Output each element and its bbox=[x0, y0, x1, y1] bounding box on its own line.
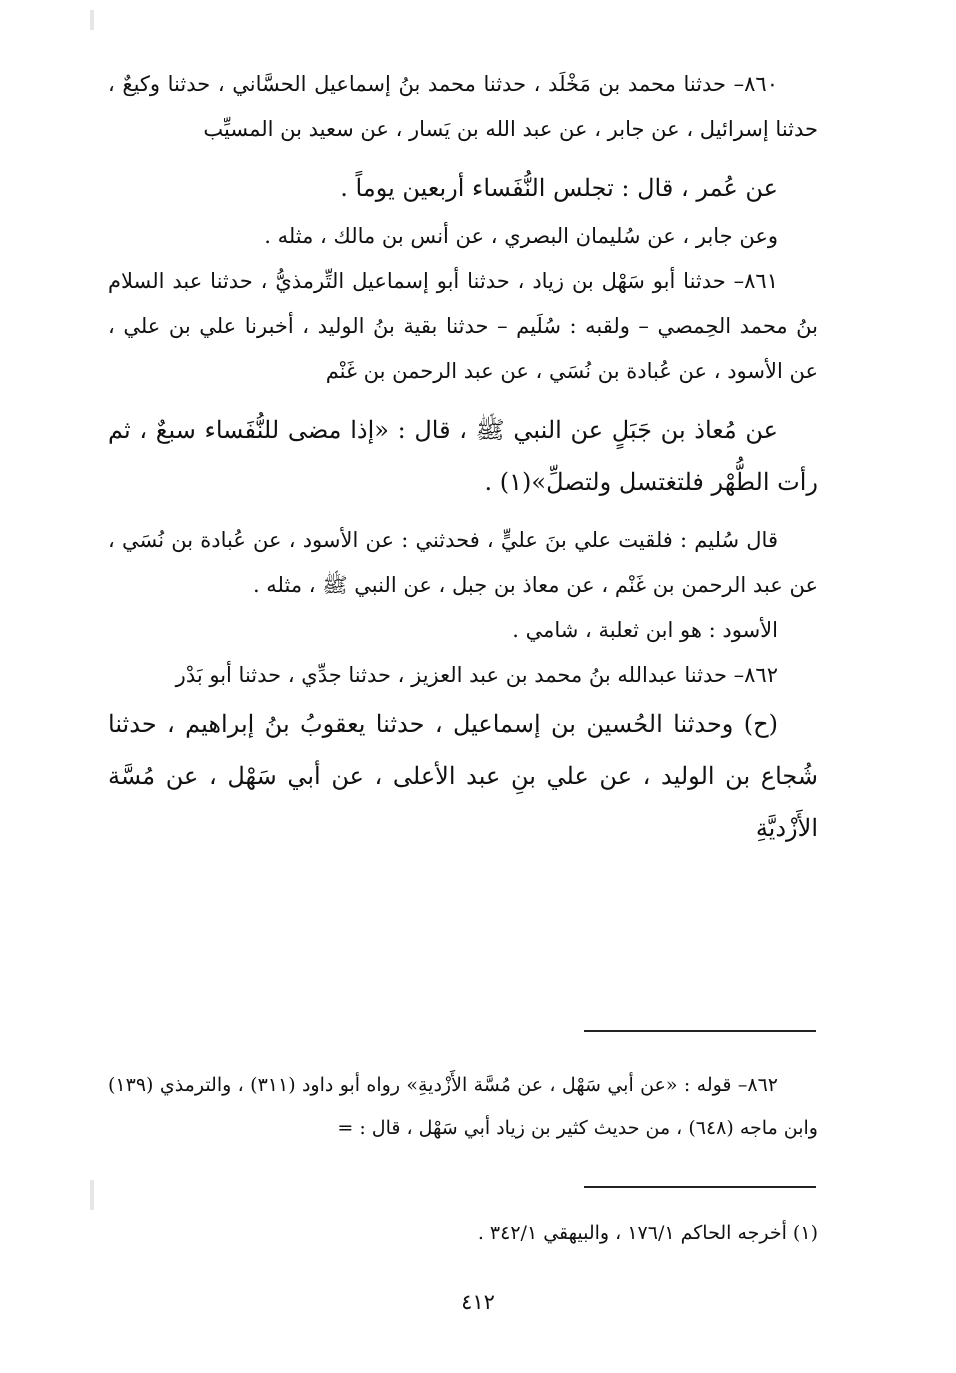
hadith-861-comment: الأسود : هو ابن ثعلبة ، شامي . bbox=[512, 618, 778, 642]
hadith-861-matn: عن مُعاذ بن جَبَلٍ عن النبي ﷺ ، قال : «إذا مضى للنُّفَساء سبعٌ ، ثم رأت الطُّهْر فلتغتسل ولتصلِّ»(١) . bbox=[108, 416, 818, 496]
commentary-notes bbox=[108, 1064, 818, 1150]
footnote-1: (١) أخرجه الحاكم ١٧٦/١ ، والبيهقي ٣٤٢/١ . bbox=[477, 1222, 818, 1244]
page-number: ٤١٢ bbox=[461, 1290, 495, 1314]
footnote-divider bbox=[584, 1186, 816, 1188]
scan-artifact bbox=[90, 1180, 94, 1210]
main-text bbox=[108, 62, 818, 854]
scan-artifact bbox=[90, 10, 94, 30]
hadith-861-note: قال سُليم : فلقيت علي بنَ عليٍّ ، فحدثني : عن الأسود ، عن عُبادة بن نُسَي ، عن عبد الرحمن بن غَنْم ، عن معاذ بن جبل ، عن النبي ﷺ ، مثله . bbox=[108, 528, 818, 597]
notes-divider bbox=[584, 1030, 816, 1032]
hadith-861-isnad: ٨٦١– حدثنا أبو سَهْل بن زياد ، حدثنا أبو إسماعيل التِّرمذيُّ ، حدثنا عبد السلام بنُ محمد الحِمصي – ولقبه : سُلَيم – حدثنا بقية بنُ الوليد ، أخبرنا علي بن علي ، عن الأسود ، عن عُبادة بن نُسَي ، عن عبد الرحمن بن غَنْم bbox=[108, 269, 818, 383]
hadith-862-isnad: ٨٦٢– حدثنا عبدالله بنُ محمد بن عبد العزيز ، حدثنا جدِّي ، حدثنا أبو بَدْر bbox=[175, 663, 778, 687]
hadith-860-isnad: ٨٦٠– حدثنا محمد بن مَخْلَد ، حدثنا محمد بنُ إسماعيل الحسَّاني ، حدثنا وكيعٌ ، حدثنا إسرائيل ، عن جابر ، عن عبد الله بن يَسار ، عن سعيد بن المسيِّب bbox=[108, 72, 818, 141]
hadith-862-isnad-2: (ح) وحدثنا الحُسين بن إسماعيل ، حدثنا يعقوبُ بنُ إبراهيم ، حدثنا شُجاع بن الوليد ، عن علي بنِ عبد الأعلى ، عن أبي سَهْل ، عن مُسَّة الأَزْديَّةِ bbox=[108, 710, 818, 842]
hadith-860-note: وعن جابر ، عن سُليمان البصري ، عن أنس بن مالك ، مثله . bbox=[264, 224, 778, 248]
note-862: ٨٦٢– قوله : «عن أبي سَهْل ، عن مُسَّة الأَزْديةِ» رواه أبو داود (٣١١) ، والترمذي (١٣٩) وابن ماجه (٦٤٨) ، من حديث كثير بن زياد أبي سَهْل ، قال : = bbox=[108, 1074, 818, 1139]
hadith-860-matn: عن عُمر ، قال : تجلس النُّفَساء أربعين يوماً . bbox=[340, 174, 778, 202]
footnotes bbox=[108, 1212, 818, 1255]
